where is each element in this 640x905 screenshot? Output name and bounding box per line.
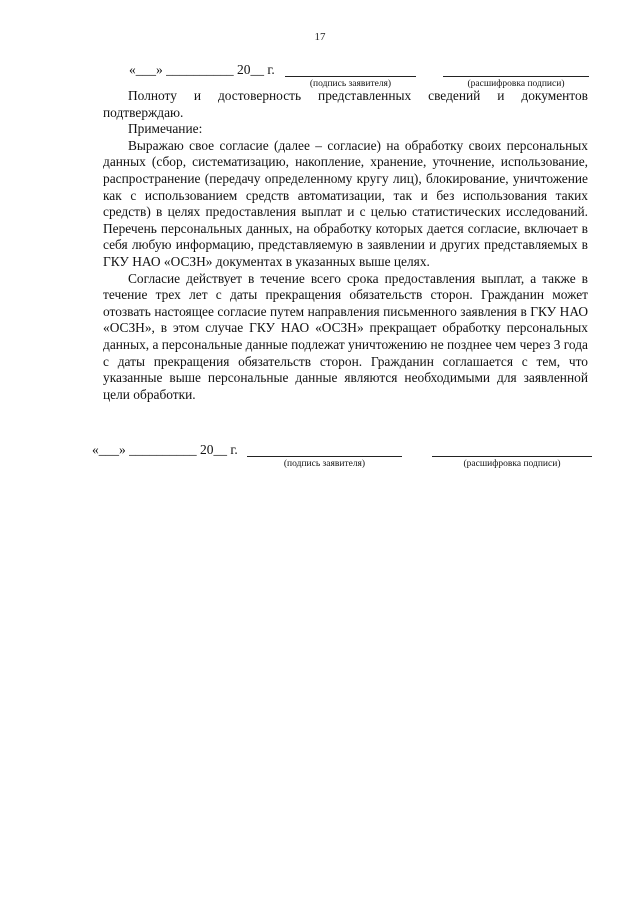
signature-decoding-caption: (расшифровка подписи) bbox=[463, 459, 561, 469]
date-field[interactable]: «___» __________ 20__ г. bbox=[129, 62, 275, 77]
confirmation-paragraph: Полноту и достоверность представленных сведений и документов подтверждаю. bbox=[103, 88, 588, 120]
consent-paragraph: Выражаю свое согласие (далее – согласие) на обработку своих персональных данных (сбор, систематизацию, накопление, хранение, уточнение, использование, распространение (передачу определенному кругу лиц), блокирование, уничтожение как с использованием средств автоматизации, так и без использования таких средств) в целях предоставления выплат и с целью статистических исследований. Перечень персональных данных, на обработку которых дается согласие, включает в себя любую информацию, представляемую в заявлении и других представляемых в ГКУ НАО «ОСЗН» документах в указанных выше целях. bbox=[103, 137, 588, 269]
applicant-signature-line[interactable] bbox=[247, 456, 402, 457]
applicant-signature-line[interactable] bbox=[285, 76, 416, 77]
signature-decoding-caption: (расшифровка подписи) bbox=[467, 79, 565, 89]
note-heading: Примечание: bbox=[128, 121, 203, 137]
signature-decoding-line[interactable] bbox=[443, 76, 589, 77]
signature-block-bottom bbox=[0, 442, 640, 472]
signature-decoding-line[interactable] bbox=[432, 456, 592, 457]
applicant-signature-caption: (подпись заявителя) bbox=[283, 459, 366, 469]
applicant-signature-caption: (подпись заявителя) bbox=[309, 79, 392, 89]
document-body bbox=[103, 88, 588, 403]
page-number: 17 bbox=[314, 31, 326, 43]
date-field[interactable]: «___» __________ 20__ г. bbox=[92, 442, 238, 457]
consent-validity-paragraph: Согласие действует в течение всего срока предоставления выплат, а также в течение трех лет с даты прекращения обязательств сторон. Гражданин может отозвать настоящее согласие путем направления письменного заявления в ГКУ НАО «ОСЗН», в этом случае ГКУ НАО «ОСЗН» прекращает обработку персональных данных, а персональные данные подлежат уничтожению не позднее чем через 3 года с даты прекращения обязательств сторон. Гражданин соглашается с тем, что указанные выше персональные данные являются необходимыми для заявленной цели обработки. bbox=[103, 270, 588, 402]
